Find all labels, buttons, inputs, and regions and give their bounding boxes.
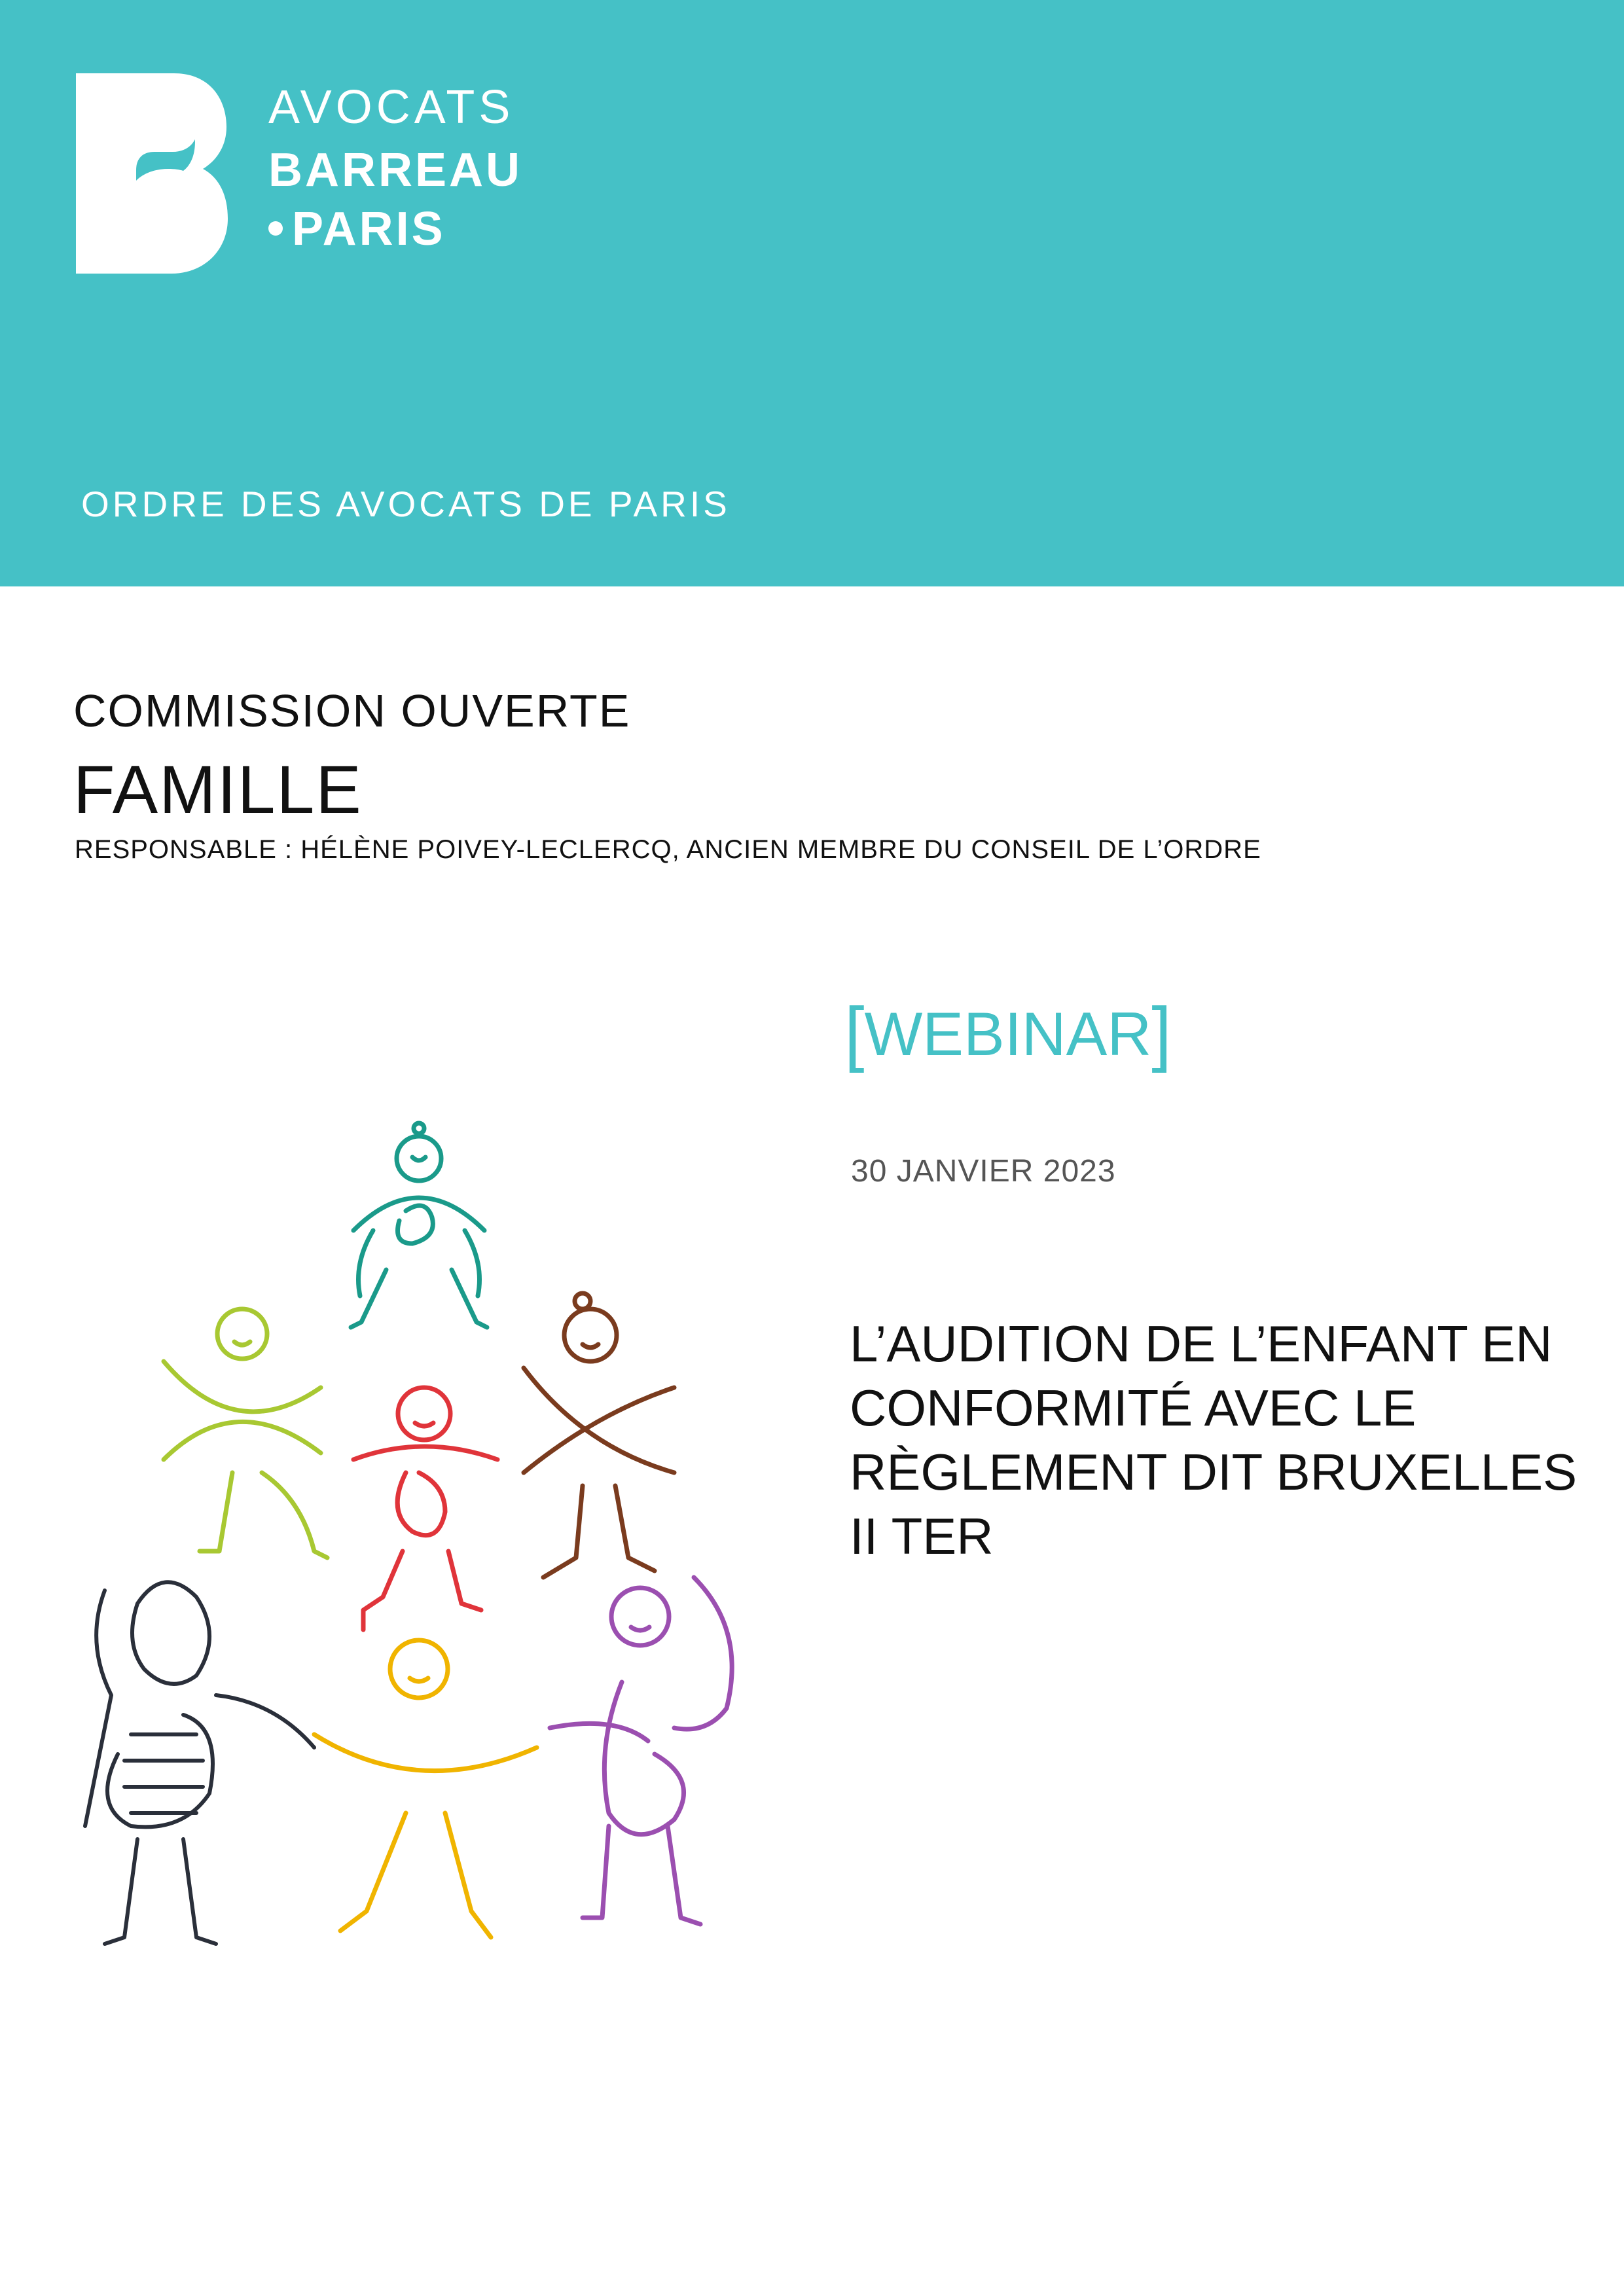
yellow-figure-icon	[314, 1640, 537, 1937]
green-figure-icon	[164, 1309, 327, 1558]
event-format	[844, 993, 1172, 1073]
commission-kicker: COMMISSION OUVERTE	[73, 685, 631, 736]
logo-paris-text: PARIS	[292, 203, 446, 255]
header-banner	[0, 0, 1624, 586]
bracket-right-icon: ]	[1151, 993, 1172, 1073]
order-name: ORDRE DES AVOCATS DE PARIS	[81, 484, 731, 524]
dark-figure-icon	[85, 1582, 314, 1944]
brown-figure-icon	[524, 1293, 674, 1577]
commission-name: FAMILLE	[73, 752, 363, 828]
barreau-logo-icon	[76, 73, 228, 274]
logo-line-barreau: BARREAU	[268, 144, 522, 196]
commission-responsable: RESPONSABLE : HÉLÈNE POIVEY-LECLERCQ, ANCIEN MEMBRE DU CONSEIL DE L’ORDRE	[75, 835, 1261, 864]
purple-figure-icon	[550, 1577, 732, 1924]
logo-line-avocats: AVOCATS	[268, 81, 514, 134]
event-format-label: WEBINAR	[864, 999, 1152, 1068]
logo-line-paris	[268, 203, 446, 255]
family-figures-illustration	[65, 1106, 759, 1957]
event-date: 30 JANVIER 2023	[851, 1154, 1116, 1189]
bullet-dot-icon	[268, 221, 283, 236]
bracket-left-icon: [	[844, 993, 865, 1073]
teal-figure-icon	[351, 1123, 487, 1327]
event-title: L’AUDITION DE L’ENFANT EN CONFORMITÉ AVEC LE RÈGLEMENT DIT BRUXELLES II TER	[850, 1315, 1578, 1565]
red-figure-icon	[353, 1388, 497, 1630]
